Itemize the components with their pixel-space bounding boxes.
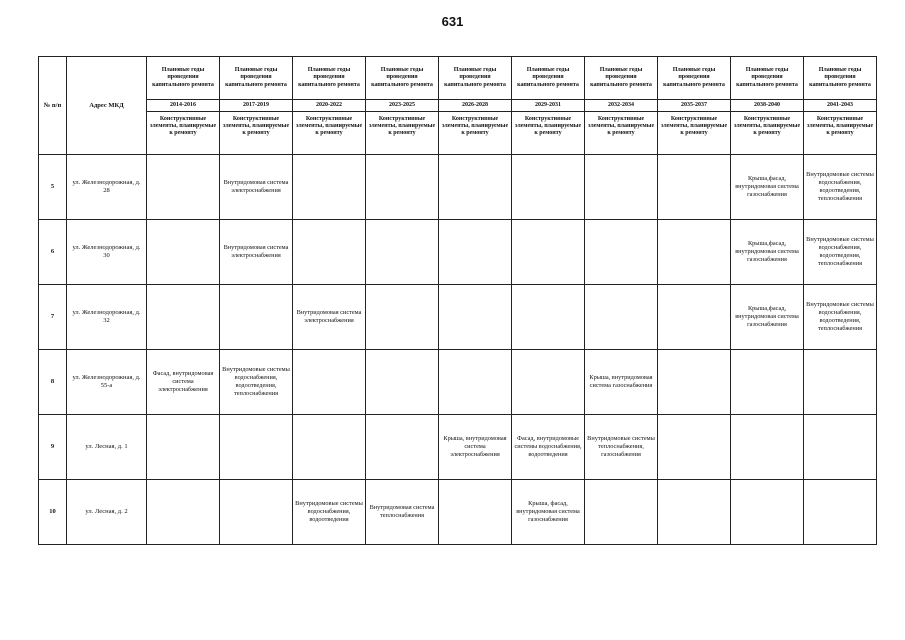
table-cell xyxy=(804,480,877,545)
table-cell xyxy=(293,415,366,480)
planned-years-header: Плановые годы проведения капитального ремонта xyxy=(658,57,731,100)
year-range: 2029-2031 xyxy=(512,100,585,112)
year-range: 2023-2025 xyxy=(366,100,439,112)
row-number: 9 xyxy=(39,415,67,480)
table-cell xyxy=(731,415,804,480)
table-cell: Фасад, внутридомовые системы водоснабжения, водоотведения xyxy=(512,415,585,480)
table-cell xyxy=(731,350,804,415)
table-row xyxy=(39,155,877,220)
table-cell xyxy=(439,350,512,415)
table-cell: Внутридомовые системы водоснабжения, водоотведения, теплоснабжения xyxy=(804,285,877,350)
planned-years-header: Плановые годы проведения капитального ремонта xyxy=(366,57,439,100)
table-cell xyxy=(585,155,658,220)
planned-years-header: Плановые годы проведения капитального ремонта xyxy=(439,57,512,100)
row-number: 8 xyxy=(39,350,67,415)
year-range: 2014-2016 xyxy=(147,100,220,112)
table-cell xyxy=(658,220,731,285)
table-cell: Внутридомовая система электроснабжения xyxy=(220,155,293,220)
row-number: 5 xyxy=(39,155,67,220)
table-cell xyxy=(804,350,877,415)
table-row xyxy=(39,415,877,480)
table-cell: Крыша, внутридомовая система электроснабжения xyxy=(439,415,512,480)
elements-header: Конструктивные элементы, планируемые к ремонту xyxy=(658,112,731,155)
table-cell xyxy=(585,480,658,545)
planned-years-header: Плановые годы проведения капитального ремонта xyxy=(804,57,877,100)
table-cell: Крыша, внутридомовая система газоснабжения xyxy=(585,350,658,415)
table-cell xyxy=(366,350,439,415)
planned-years-header: Плановые годы проведения капитального ремонта xyxy=(293,57,366,100)
table-cell xyxy=(366,285,439,350)
table-cell xyxy=(512,285,585,350)
table-cell xyxy=(147,285,220,350)
table-cell: Внутридомовые системы теплоснабжения, газоснабжения xyxy=(585,415,658,480)
table-cell xyxy=(512,155,585,220)
elements-header: Конструктивные элементы, планируемые к ремонту xyxy=(439,112,512,155)
elements-header: Конструктивные элементы, планируемые к ремонту xyxy=(147,112,220,155)
table-cell xyxy=(147,155,220,220)
address-column-header: Адрес МКД xyxy=(67,57,147,155)
year-range: 2038-2040 xyxy=(731,100,804,112)
table-cell xyxy=(804,415,877,480)
planned-years-header: Плановые годы проведения капитального ремонта xyxy=(585,57,658,100)
page-number: 631 xyxy=(441,14,464,29)
year-range: 2035-2037 xyxy=(658,100,731,112)
table-cell xyxy=(512,350,585,415)
row-number: 6 xyxy=(39,220,67,285)
planned-years-header: Плановые годы проведения капитального ремонта xyxy=(731,57,804,100)
elements-header: Конструктивные элементы, планируемые к ремонту xyxy=(220,112,293,155)
year-range: 2020-2022 xyxy=(293,100,366,112)
table-cell xyxy=(366,220,439,285)
row-address: ул. Железнодорожная, д. 32 xyxy=(67,285,147,350)
table-row xyxy=(39,220,877,285)
table-cell xyxy=(439,480,512,545)
table-cell xyxy=(147,415,220,480)
table-cell xyxy=(293,220,366,285)
table-cell xyxy=(293,350,366,415)
table-cell xyxy=(658,350,731,415)
table-cell xyxy=(512,220,585,285)
table-cell: Внутридомовые системы водоснабжения, водоотведения xyxy=(293,480,366,545)
table-row xyxy=(39,480,877,545)
table-cell xyxy=(220,415,293,480)
table-cell: Крыша,фасад, внутридомовая система газоснабжения xyxy=(731,285,804,350)
planned-years-header: Плановые годы проведения капитального ремонта xyxy=(512,57,585,100)
row-number: 7 xyxy=(39,285,67,350)
table-cell: Внутридомовая система электроснабжения xyxy=(293,285,366,350)
table-cell xyxy=(439,285,512,350)
table-cell: Крыша,фасад, внутридомовая система газоснабжения xyxy=(731,220,804,285)
table-cell xyxy=(439,220,512,285)
table-cell xyxy=(658,285,731,350)
planned-years-header: Плановые годы проведения капитального ремонта xyxy=(147,57,220,100)
row-address: ул. Железнодорожная, д. 30 xyxy=(67,220,147,285)
table-row xyxy=(39,285,877,350)
table-cell: Внутридомовые системы водоснабжения, водоотведения, теплоснабжения xyxy=(220,350,293,415)
table-cell xyxy=(220,285,293,350)
number-column-header: № п/п xyxy=(39,57,67,155)
table-cell xyxy=(366,415,439,480)
elements-header: Конструктивные элементы, планируемые к ремонту xyxy=(731,112,804,155)
table-cell xyxy=(293,155,366,220)
table-cell xyxy=(366,155,439,220)
year-range: 2026-2028 xyxy=(439,100,512,112)
table-cell: Крыша,фасад, внутридомовая система газоснабжения xyxy=(731,155,804,220)
table-cell xyxy=(585,285,658,350)
year-range: 2017-2019 xyxy=(220,100,293,112)
table-cell: Крыша, фасад, внутридомовая система газоснабжения xyxy=(512,480,585,545)
elements-header: Конструктивные элементы, планируемые к ремонту xyxy=(585,112,658,155)
table-cell xyxy=(585,220,658,285)
row-address: ул. Лесная, д. 2 xyxy=(67,480,147,545)
table-cell: Внутридомовая система электроснабжения xyxy=(220,220,293,285)
table-row xyxy=(39,350,877,415)
elements-header: Конструктивные элементы, планируемые к ремонту xyxy=(512,112,585,155)
elements-header: Конструктивные элементы, планируемые к ремонту xyxy=(366,112,439,155)
elements-header: Конструктивные элементы, планируемые к ремонту xyxy=(804,112,877,155)
row-address: ул. Железнодорожная, д. 55-а xyxy=(67,350,147,415)
table-cell: Внутридомовые системы водоснабжения, водоотведения, теплоснабжения xyxy=(804,220,877,285)
row-address: ул. Железнодорожная, д. 28 xyxy=(67,155,147,220)
elements-header: Конструктивные элементы, планируемые к ремонту xyxy=(293,112,366,155)
table-cell: Фасад, внутридомовая система электроснабжения xyxy=(147,350,220,415)
year-range: 2041-2043 xyxy=(804,100,877,112)
capital-repair-table xyxy=(38,56,877,545)
year-range: 2032-2034 xyxy=(585,100,658,112)
table-cell xyxy=(658,415,731,480)
table-cell: Внутридомовые системы водоснабжения, водоотведения, теплоснабжения xyxy=(804,155,877,220)
table-cell xyxy=(147,480,220,545)
table-cell xyxy=(731,480,804,545)
table-cell xyxy=(658,155,731,220)
table-cell: Внутридомовая система теплоснабжения xyxy=(366,480,439,545)
table-cell xyxy=(439,155,512,220)
row-number: 10 xyxy=(39,480,67,545)
table-cell xyxy=(147,220,220,285)
table-cell xyxy=(658,480,731,545)
row-address: ул. Лесная, д. 1 xyxy=(67,415,147,480)
planned-years-header: Плановые годы проведения капитального ремонта xyxy=(220,57,293,100)
table-cell xyxy=(220,480,293,545)
